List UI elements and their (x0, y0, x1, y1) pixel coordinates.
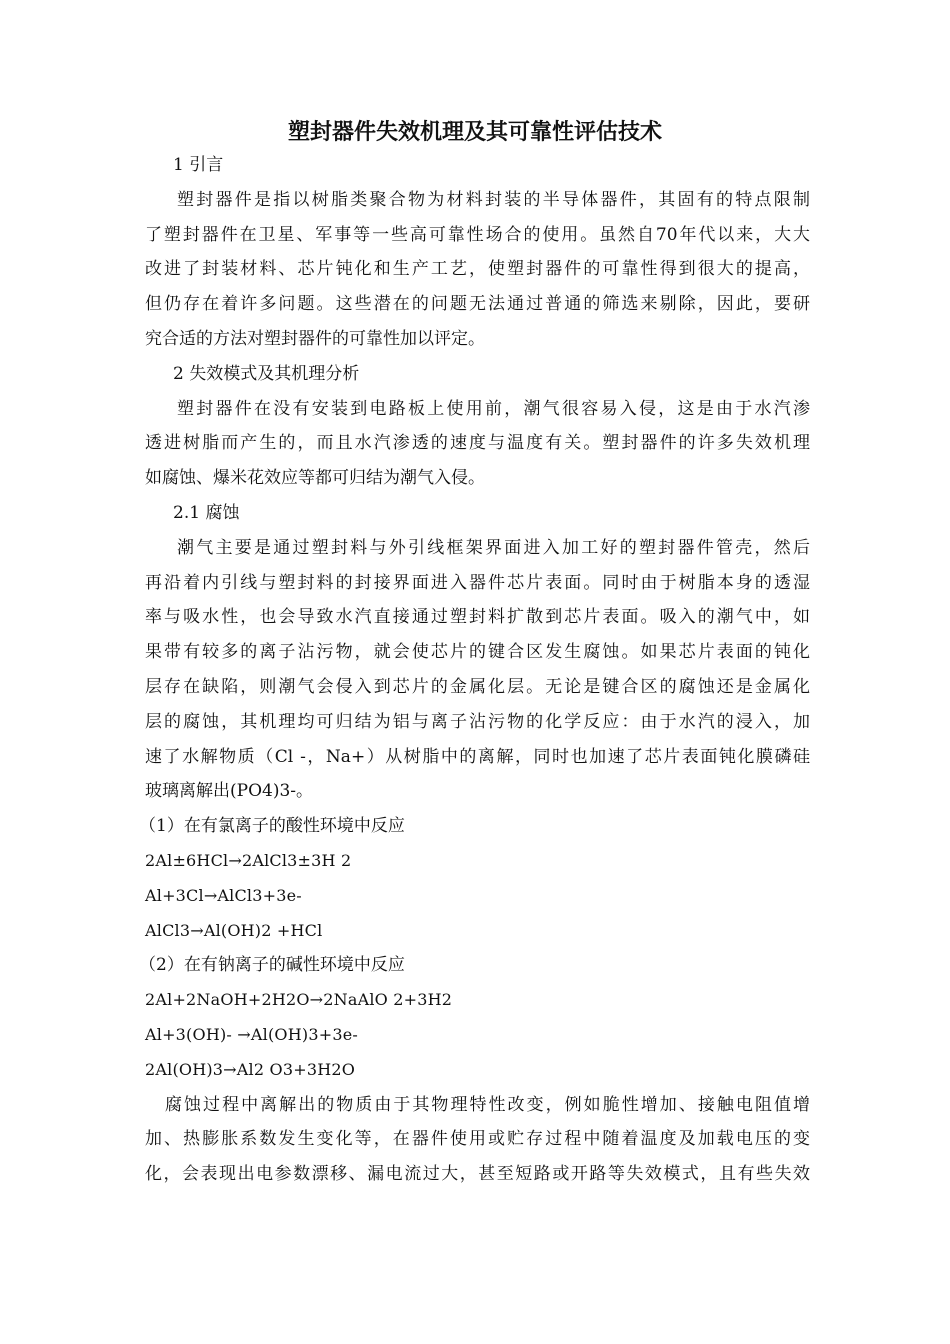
section-heading-introduction: 1 引言 (173, 155, 224, 175)
paragraph-corrosion-effects (145, 1088, 810, 1192)
text-line: 速了水解物质（Cl -，Na+）从树脂中的离解，同时也加速了芯片表面钝化膜磷硅 (145, 746, 810, 767)
paragraph-failure-modes (145, 392, 810, 496)
text-line: 潮气主要是通过塑封料与外引线框架界面进入加工好的塑封器件管壳，然后 (177, 537, 810, 558)
text-line: 腐蚀过程中离解出的物质由于其物理特性改变，例如脆性增加、接触电阻值增 (165, 1094, 810, 1115)
text-line: 玻璃离解出(PO4)3-。 (145, 781, 314, 802)
document-title: 塑封器件失效机理及其可靠性评估技术 (287, 120, 662, 145)
equation: 2Al(OH)3→Al2 O3+3H2O (145, 1059, 356, 1079)
document-body (139, 148, 810, 1192)
text-line: 率与吸水性，也会导致水汽直接通过塑封料扩散到芯片表面。吸入的潮气中，如 (145, 607, 810, 628)
text-line: 果带有较多的离子沾污物，就会使芯片的键合区发生腐蚀。如果芯片表面的钝化 (145, 642, 810, 663)
paragraph-corrosion (145, 531, 810, 809)
text-line: 加、热膨胀系数发生变化等，在器件使用或贮存过程中随着温度及加载电压的变 (145, 1129, 810, 1150)
text-line: 透进树脂而产生的，而且水汽渗透的速度与温度有关。塑封器件的许多失效机理 (145, 433, 810, 454)
equation: 2Al+2NaOH+2H2O→2NaAlO 2+3H2 (145, 990, 453, 1010)
equation: 2Al±6HCl→2AlCl3±3H 2 (145, 850, 352, 870)
equation: AlCl3→Al(OH)2 +HCl (145, 920, 323, 940)
reaction-heading-alkaline: （2）在有钠离子的碱性环境中反应 (139, 955, 405, 976)
text-line: 了塑封器件在卫星、军事等一些高可靠性场合的使用。虽然自70年代以来，大大 (145, 224, 810, 245)
paragraph-introduction (145, 183, 810, 357)
section-heading-corrosion: 2.1 腐蚀 (173, 502, 240, 523)
section-heading-failure-modes: 2 失效模式及其机理分析 (173, 363, 360, 384)
text-line: 究合适的方法对塑封器件的可靠性加以评定。 (145, 328, 485, 349)
text-line: 层存在缺陷，则潮气会侵入到芯片的金属化层。无论是键合区的腐蚀还是金属化 (145, 676, 810, 697)
equation: Al+3Cl→AlCl3+3e- (145, 885, 302, 905)
text-line: 但仍存在着许多问题。这些潜在的问题无法通过普通的筛选来剔除，因此，要研 (145, 294, 810, 315)
text-line: 化，会表现出电参数漂移、漏电流过大，甚至短路或开路等失效模式，且有些失效 (145, 1164, 810, 1185)
text-line: 改进了封装材料、芯片钝化和生产工艺，使塑封器件的可靠性得到很大的提高， (145, 259, 810, 280)
text-line: 塑封器件在没有安装到电路板上使用前，潮气很容易入侵，这是由于水汽渗 (177, 398, 810, 419)
equation: Al+3(OH)- →Al(OH)3+3e- (145, 1024, 358, 1044)
text-line: 再沿着内引线与塑封料的封接界面进入器件芯片表面。同时由于树脂本身的透湿 (145, 572, 810, 593)
text-line: 塑封器件是指以树脂类聚合物为材料封装的半导体器件，其固有的特点限制 (177, 189, 810, 210)
reaction-heading-acidic: （1）在有氯离子的酸性环境中反应 (139, 816, 405, 837)
text-line: 层的腐蚀，其机理均可归结为铝与离子沾污物的化学反应：由于水汽的浸入，加 (145, 711, 810, 732)
text-line: 如腐蚀、爆米花效应等都可归结为潮气入侵。 (145, 468, 485, 489)
